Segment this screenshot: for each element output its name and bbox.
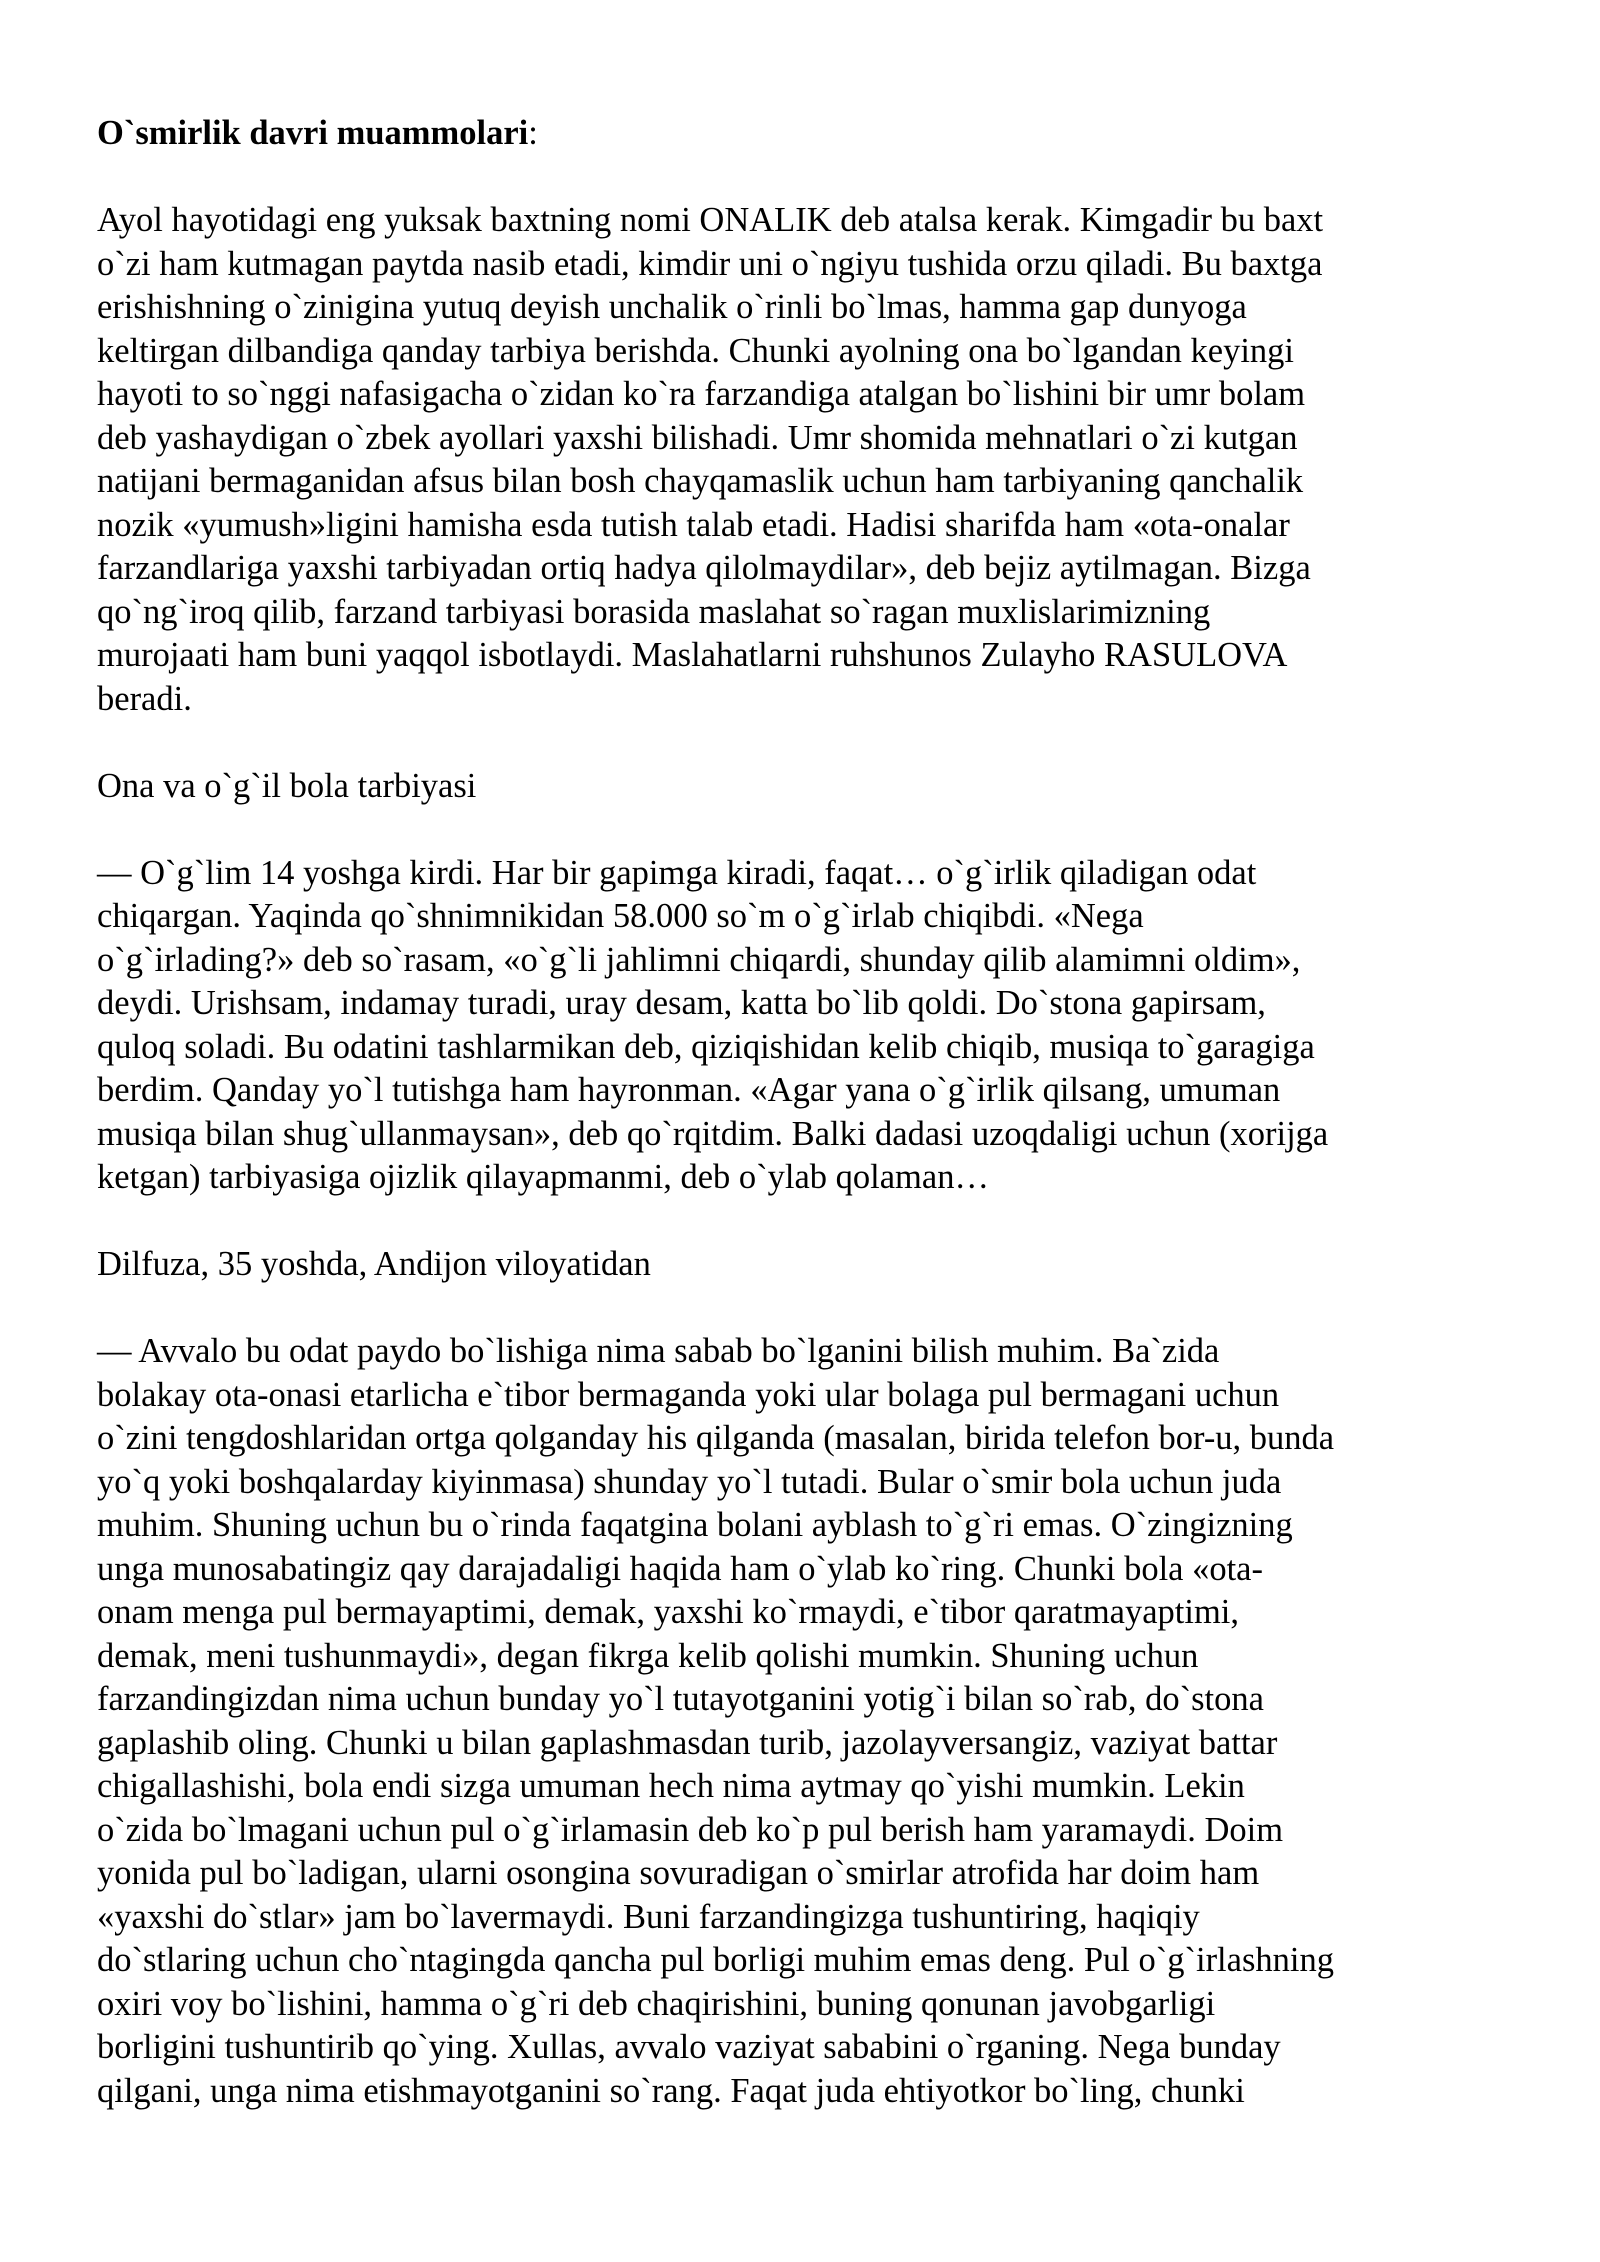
- text-line: keltirgan dilbandiga qanday tarbiya berishda. Chunki ayolning ona bo`lgandan keyingi: [97, 331, 1294, 370]
- text-line: o`zini tengdoshlaridan ortga qolganday his qilganda (masalan, birida telefon bor-u, bunda: [97, 1419, 1335, 1457]
- text-line: gaplashib oling. Chunki u bilan gaplashmasdan turib, jazolayversangiz, vaziyat battar: [97, 1723, 1278, 1762]
- text-line: ketgan) tarbiyasiga ojizlik qilayapmanmi, deb o`ylab qolaman…: [97, 1158, 989, 1196]
- document-heading: [97, 112, 1517, 156]
- text-line: muhim. Shuning uchun bu o`rinda faqatgina bolani ayblash to`g`ri emas. O`zingizning: [97, 1506, 1293, 1544]
- text-line: qilgani, unga nima etishmayotganini so`rang. Faqat juda ehtiyotkor bo`ling, chunki: [97, 2071, 1245, 2110]
- heading-colon: :: [528, 114, 538, 152]
- text-line: deb yashaydigan o`zbek ayollari yaxshi bilishadi. Umr shomida mehnatlari o`zi kutgan: [97, 418, 1298, 457]
- text-line: «yaxshi do`stlar» jam bo`lavermaydi. Buni farzandingizga tushuntiring, haqiqiy: [97, 1897, 1200, 1936]
- text-line: Ayol hayotidagi eng yuksak baxtning nomi ONALIK deb atalsa kerak. Kimgadir bu baxt: [97, 201, 1324, 239]
- text-line: — Avvalo bu odat paydo bo`lishiga nima sabab bo`lganini bilish muhim. Ba`zida: [97, 1332, 1220, 1370]
- paragraph: [97, 852, 1517, 1200]
- text-line: bolakay ota-onasi etarlicha e`tibor bermaganda yoki ular bolaga pul bermagani uchun: [97, 1375, 1280, 1414]
- text-line: nozik «yumush»ligini hamisha esda tutish talab etadi. Hadisi sharifda ham «ota-onalar: [97, 505, 1290, 544]
- text-line: Ona va o`g`il bola tarbiyasi: [97, 766, 477, 805]
- text-line: erishishning o`zinigina yutuq deyish unchalik o`rinli bo`lmas, hamma gap dunyoga: [97, 288, 1247, 326]
- paragraph: [97, 1330, 1517, 2113]
- text-line: quloq soladi. Bu odatini tashlarmikan deb, qiziqishidan kelib chiqib, musiqa to`garagiga: [97, 1027, 1315, 1066]
- text-line: chigallashishi, bola endi sizga umuman hech nima aytmay qo`yishi mumkin. Lekin: [97, 1767, 1245, 1805]
- text-line: demak, meni tushunmaydi», degan fikrga kelib qolishi mumkin. Shuning uchun: [97, 1636, 1199, 1675]
- text-line: berdim. Qanday yo`l tutishga ham hayronman. «Agar yana o`g`irlik qilsang, umuman: [97, 1071, 1281, 1109]
- paragraph: [97, 1243, 1517, 1287]
- text-line: Dilfuza, 35 yoshda, Andijon viloyatidan: [97, 1245, 651, 1283]
- text-line: natijani bermaganidan afsus bilan bosh chayqamaslik uchun ham tarbiyaning qanchalik: [97, 462, 1304, 500]
- paragraph: [97, 199, 1517, 721]
- text-line: oxiri voy bo`lishini, hamma o`g`ri deb chaqirishini, buning qonunan javobgarligi: [97, 1984, 1216, 2023]
- text-line: unga munosabatingiz qay darajadaligi haqida ham o`ylab ko`ring. Chunki bola «ota-: [97, 1549, 1263, 1588]
- text-line: o`zi ham kutmagan paytda nasib etadi, kimdir uni o`ngiyu tushida orzu qiladi. Bu baxtga: [97, 244, 1323, 283]
- text-line: murojaati ham buni yaqqol isbotlaydi. Maslahatlarni ruhshunos Zulayho RASULOVA: [97, 636, 1288, 674]
- text-line: onam menga pul bermayaptimi, demak, yaxshi ko`rmaydi, e`tibor qaratmayaptimi,: [97, 1593, 1240, 1631]
- text-line: o`g`irlading?» deb so`rasam, «o`g`li jahlimni chiqardi, shunday qilib alamimni oldim»,: [97, 940, 1301, 979]
- text-line: beradi.: [97, 679, 192, 718]
- document-body: [97, 112, 1517, 2113]
- text-line: farzandingizdan nima uchun bunday yo`l tutayotganini yotig`i bilan so`rab, do`stona: [97, 1680, 1264, 1718]
- text-line: qo`ng`iroq qilib, farzand tarbiyasi borasida maslahat so`ragan muxlislarimizning: [97, 592, 1211, 631]
- text-line: yo`q yoki boshqalarday kiyinmasa) shunday yo`l tutadi. Bular o`smir bola uchun juda: [97, 1462, 1282, 1501]
- paragraph: [97, 765, 1517, 809]
- text-line: — O`g`lim 14 yoshga kirdi. Har bir gapimga kiradi, faqat… o`g`irlik qiladigan odat: [97, 853, 1257, 892]
- text-line: yonida pul bo`ladigan, ularni osongina sovuradigan o`smirlar atrofida har doim ham: [97, 1854, 1260, 1892]
- text-line: o`zida bo`lmagani uchun pul o`g`irlamasin deb ko`p pul berish ham yaramaydi. Doim: [97, 1810, 1284, 1849]
- text-line: deydi. Urishsam, indamay turadi, uray desam, katta bo`lib qoldi. Do`stona gapirsam,: [97, 984, 1266, 1022]
- text-line: farzandlariga yaxshi tarbiyadan ortiq hadya qilolmaydilar», deb bejiz aytilmagan. Bizga: [97, 549, 1311, 587]
- heading-title: O`smirlik davri muammolari: [97, 114, 529, 152]
- text-line: do`stlaring uchun cho`ntagingda qancha pul borligi muhim emas deng. Pul o`g`irlashning: [97, 1941, 1334, 1979]
- text-line: musiqa bilan shug`ullanmaysan», deb qo`rqitdim. Balki dadasi uzoqdaligi uchun (xorijga: [97, 1114, 1329, 1153]
- text-line: hayoti to so`nggi nafasigacha o`zidan ko`ra farzandiga atalgan bo`lishini bir umr bolam: [97, 375, 1306, 413]
- text-line: borligini tushuntirib qo`ying. Xullas, avvalo vaziyat sababini o`rganing. Nega bunday: [97, 2028, 1281, 2066]
- text-line: chiqargan. Yaqinda qo`shnimnikidan 58.000 so`m o`g`irlab chiqibdi. «Nega: [97, 897, 1144, 935]
